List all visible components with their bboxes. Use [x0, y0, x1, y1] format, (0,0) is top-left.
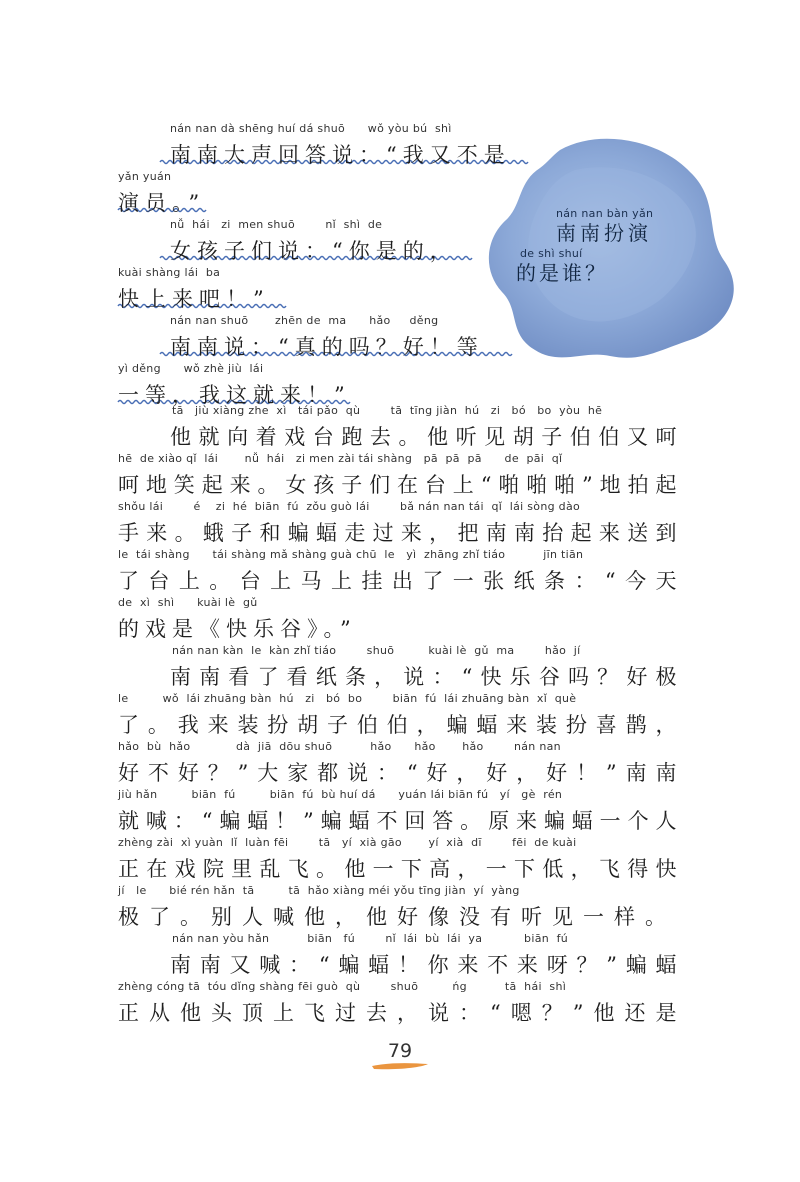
pinyin-row: jiù hǎn biān fú biān fú bù huí dá yuán lái biān fú yí gè rén [118, 788, 563, 801]
hanzi-row: 演员。” [118, 191, 206, 215]
hanzi-row: 就喊：“蝙蝠！”蝙蝠不回答。原来蝙蝠一个人 [118, 809, 678, 833]
hanzi-row: 南南看了看纸条，说：“快乐谷吗？好极 [170, 665, 678, 689]
hanzi-row: 的戏是《快乐谷》。” [118, 617, 357, 641]
pinyin-row: yǎn yuán [118, 170, 172, 183]
pinyin-row: hē de xiào qǐ lái nǚ hái zi men zài tái shàng pā pā pā de pāi qǐ [118, 452, 563, 465]
pinyin-row: hǎo bù hǎo dà jiā dōu shuō hǎo hǎo hǎo nán nan [118, 740, 561, 753]
pinyin-row: nǚ hái zi men shuō nǐ shì de [170, 218, 383, 231]
hanzi-row: 手来。蛾子和蝙蝠走过来，把南南抬起来送到 [118, 521, 678, 545]
pinyin-row: nán nan yòu hǎn biān fú nǐ lái bù lái ya biān fú [172, 932, 569, 945]
pinyin-row: shǒu lái é zi hé biān fú zǒu guò lái bǎ nán nan tái qǐ lái sòng dào [118, 500, 581, 513]
hanzi-row: 正从他头顶上飞过去，说：“嗯？”他还是 [118, 1001, 678, 1025]
hanzi-row: 一等，我这就来！” [118, 383, 351, 407]
hanzi-row: 极了。别人喊他，他好像没有听见一样。 [118, 905, 676, 929]
hanzi-row: 南南大声回答说：“我又不是 [170, 143, 511, 167]
pinyin-row: zhèng zài xì yuàn lǐ luàn fēi tā yí xià gāo yí xià dī fēi de kuài [118, 836, 577, 849]
pinyin-row: nán nan shuō zhēn de ma hǎo děng [170, 314, 439, 327]
page-number: 79 [387, 1040, 413, 1062]
callout-pinyin-1: nán nan bàn yǎn [556, 207, 654, 220]
hanzi-row: 女孩子们说：“你是的， [170, 239, 457, 263]
pinyin-row: jí le bié rén hǎn tā tā hǎo xiàng méi yǒu tīng jiàn yí yàng [118, 884, 520, 897]
callout-pinyin-2: de shì shuí [520, 247, 583, 260]
hanzi-row: 了台上。台上马上挂出了一张纸条：“今天 [118, 569, 678, 593]
hanzi-row: 了。我来装扮胡子伯伯，蝙蝠来装扮喜鹊， [118, 713, 678, 737]
hanzi-row: 正在戏院里乱飞。他一下高，一下低，飞得快 [118, 857, 678, 881]
pinyin-row: zhèng cóng tā tóu dǐng shàng fēi guò qù shuō ńg tā hái shì [118, 980, 567, 993]
pinyin-row: le wǒ lái zhuāng bàn hú zi bó bo biān fú lái zhuāng bàn xǐ què [118, 692, 577, 705]
hanzi-row: 呵地笑起来。女孩子们在台上“啪啪啪”地拍起 [118, 473, 678, 497]
hanzi-row: 南南又喊：“蝙蝠！你来不来呀？”蝙蝠 [170, 953, 678, 977]
hanzi-row: 快上来吧！” [118, 287, 270, 311]
hanzi-row: 南南说：“真的吗？好！等 [170, 335, 484, 359]
hanzi-row: 他就向着戏台跑去。他听见胡子伯伯又呵 [170, 425, 678, 449]
hanzi-row: 好不好？”大家都说：“好，好，好！”南南 [118, 761, 678, 785]
pinyin-row: nán nan dà shēng huí dá shuō wǒ yòu bú shì [170, 122, 452, 135]
pinyin-row: tā jiù xiàng zhe xì tái pǎo qù tā tīng jiàn hú zi bó bo yòu hē [172, 404, 603, 417]
pinyin-row: yì děng wǒ zhè jiù lái [118, 362, 264, 375]
callout-text-2: 的是谁？ [516, 261, 608, 285]
callout-text-1: 南南扮演 [556, 221, 652, 245]
pinyin-row: nán nan kàn le kàn zhǐ tiáo shuō kuài lè gǔ ma hǎo jí [172, 644, 581, 657]
pinyin-row: de xì shì kuài lè gǔ [118, 596, 258, 609]
pinyin-row: le tái shàng tái shàng mǎ shàng guà chū le yì zhāng zhǐ tiáo jīn tiān [118, 548, 584, 561]
pinyin-row: kuài shàng lái ba [118, 266, 221, 279]
